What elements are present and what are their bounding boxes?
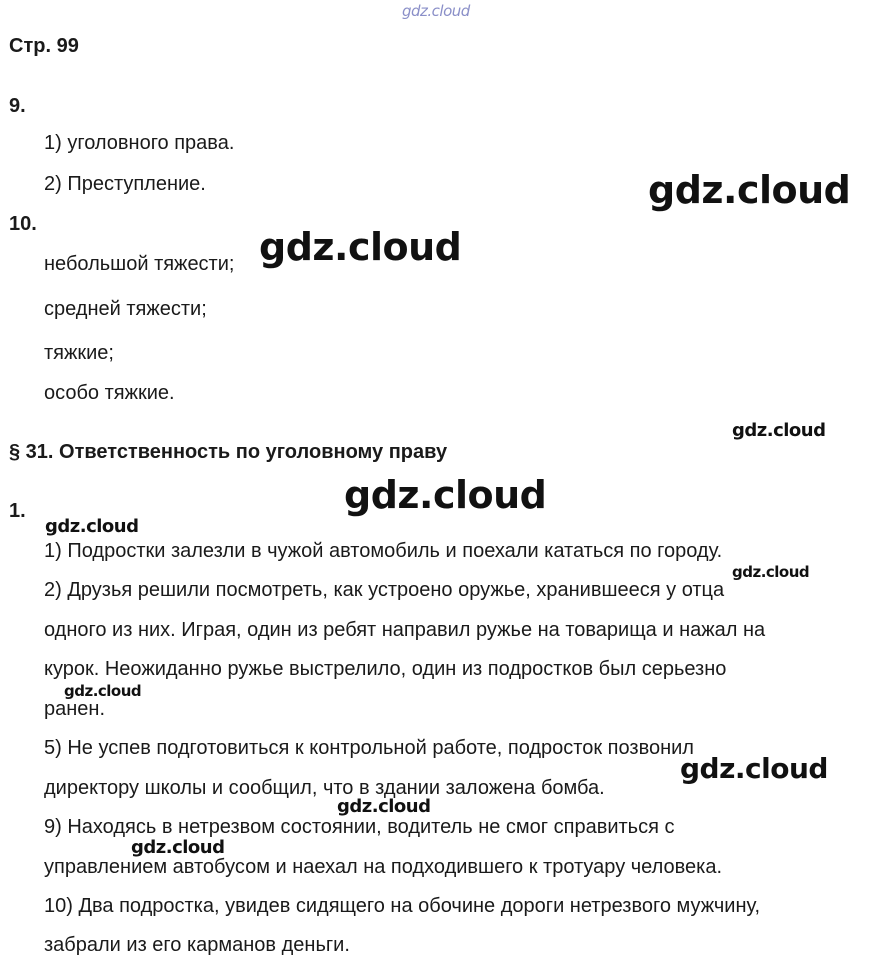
task-10-answer-2: средней тяжести; [44, 298, 207, 320]
task-1-line-8: 9) Находясь в нетрезвом состоянии, водитель не смог справиться с [44, 816, 675, 838]
watermark: gdz.cloud [131, 837, 225, 858]
task-1-line-5: ранен. [44, 698, 106, 720]
watermark: gdz.cloud [344, 473, 547, 517]
task-1-line-10: 10) Два подростка, увидев сидящего на обочине дороги нетрезвого мужчину, [44, 895, 761, 917]
watermark-top: gdz.cloud [402, 2, 470, 20]
watermark: gdz.cloud [680, 752, 828, 785]
task-9-answer-1: 1) уголовного права. [44, 132, 235, 154]
task-1-line-2: 2) Друзья решили посмотреть, как устроено оружье, хранившееся у отца [44, 579, 725, 601]
task-1-number: 1. [9, 500, 26, 522]
task-1-line-11: забрали из его карманов деньги. [44, 934, 350, 956]
watermark: gdz.cloud [64, 682, 142, 700]
task-1-line-6: 5) Не успев подготовиться к контрольной работе, подросток позвонил [44, 737, 694, 759]
task-1-line-7: директору школы и сообщил, что в здании заложена бомба. [44, 777, 605, 799]
watermark: gdz.cloud [732, 563, 810, 581]
watermark: gdz.cloud [259, 225, 462, 269]
watermark: gdz.cloud [732, 420, 826, 441]
task-10-number: 10. [9, 213, 37, 235]
watermark: gdz.cloud [337, 796, 431, 817]
section-title: § 31. Ответственность по уголовному праву [9, 441, 448, 463]
task-9-number: 9. [9, 95, 26, 117]
task-1-line-4: курок. Неожиданно ружье выстрелило, один из подростков был серьезно [44, 658, 727, 680]
watermark: gdz.cloud [648, 168, 851, 212]
task-10-answer-1: небольшой тяжести; [44, 253, 235, 275]
watermark: gdz.cloud [45, 516, 139, 537]
task-10-answer-4: особо тяжкие. [44, 382, 175, 404]
task-1-line-1: 1) Подростки залезли в чужой автомобиль и поехали кататься по городу. [44, 540, 723, 562]
page-label: Стр. 99 [9, 35, 79, 57]
task-1-line-9: управлением автобусом и наехал на подходившего к тротуару человека. [44, 856, 723, 878]
task-1-line-3: одного из них. Играя, один из ребят направил ружье на товарища и нажал на [44, 619, 766, 641]
task-9-answer-2: 2) Преступление. [44, 173, 206, 195]
task-10-answer-3: тяжкие; [44, 342, 114, 364]
